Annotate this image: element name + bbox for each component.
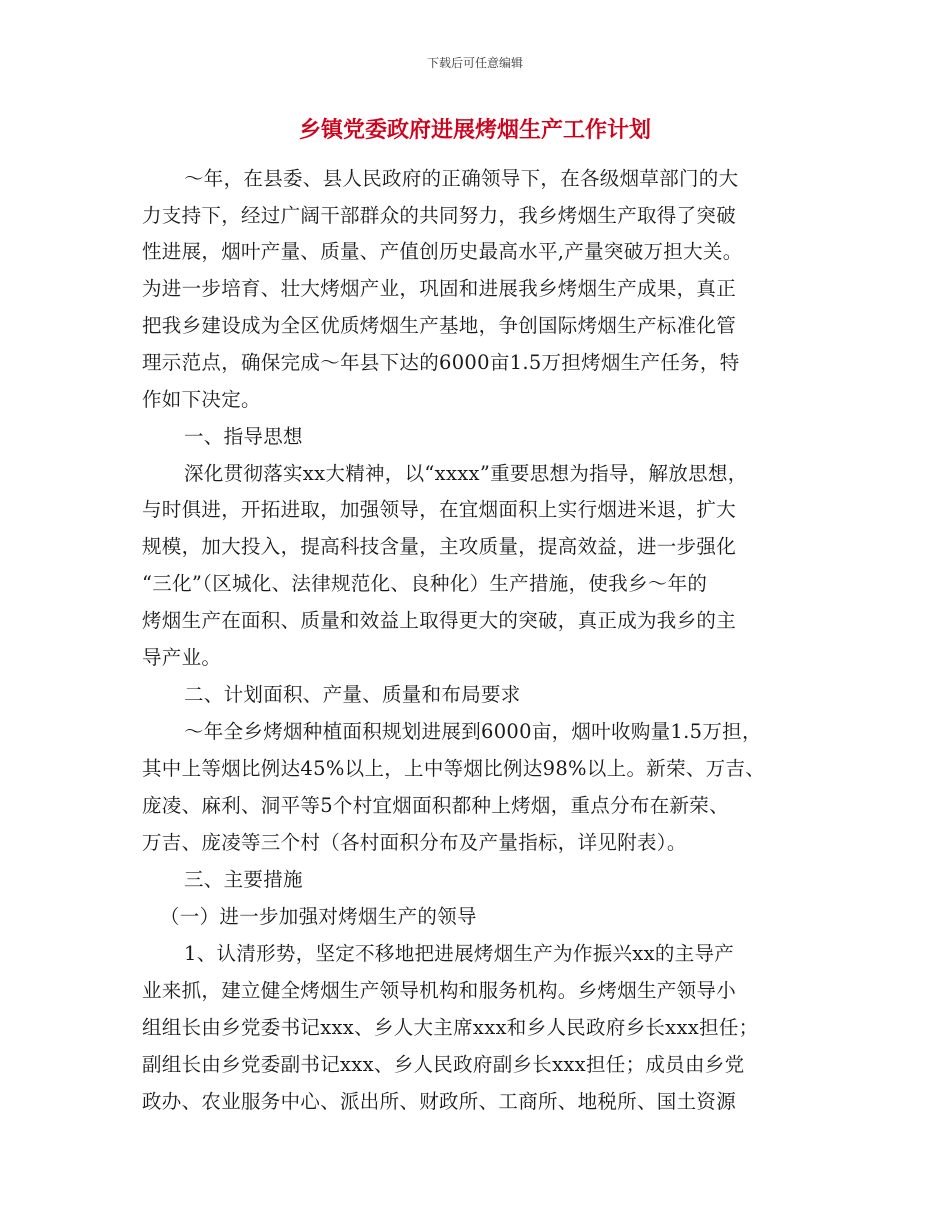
body-line: 理示范点，确保完成～年县下达的6000亩1.5万担烤烟生产任务，特	[142, 351, 740, 374]
subsection-heading: （一）进一步加强对烤烟生产的领导	[160, 905, 477, 928]
body-line: 深化贯彻落实xx大精神，以“xxxx”重要思想为指导，解放思想，	[184, 462, 748, 485]
body-line: 规模，加大投入，提高科技含量，主攻质量，提高效益，进一步强化	[142, 535, 737, 558]
body-line: 作如下决定。	[142, 388, 261, 411]
document-title: 乡镇党委政府进展烤烟生产工作计划	[298, 118, 651, 143]
section-heading: 一、指导思想	[184, 425, 303, 448]
section-heading: 三、主要措施	[184, 868, 303, 891]
body-line: 副组长由乡党委副书记xxx、乡人民政府副乡长xxx担任；成员由乡党	[142, 1053, 745, 1076]
body-line: “三化”（区城化、法律规范化、良种化）生产措施，使我乡～年的	[142, 572, 708, 595]
body-line: 政办、农业服务中心、派出所、财政所、工商所、地税所、国土资源	[142, 1090, 737, 1113]
body-line: 为进一步培育、壮大烤烟产业，巩固和进展我乡烤烟生产成果，真正	[142, 277, 737, 300]
body-line: 烤烟生产在面积、质量和效益上取得更大的突破，真正成为我乡的主	[142, 609, 737, 632]
body-line: 与时俱进，开拓进取，加强领导，在宜烟面积上实行烟进米退，扩大	[142, 498, 737, 521]
body-line: 把我乡建设成为全区优质烤烟生产基地，争创国际烤烟生产标准化管	[142, 314, 737, 337]
body-line: 1、认清形势，坚定不移地把进展烤烟生产为作振兴xx的主导产	[184, 942, 735, 965]
body-line: ～年全乡烤烟种植面积规划进展到6000亩，烟叶收购量1.5万担，	[184, 720, 762, 743]
body-line: 万吉、庞凌等三个村（各村面积分布及产量指标，详见附表）。	[142, 831, 687, 854]
body-line: 组组长由乡党委书记xxx、乡人大主席xxx和乡人民政府乡长xxx担任；	[142, 1016, 759, 1039]
body-line: 导产业。	[142, 646, 222, 669]
body-line: 其中上等烟比例达45%以上，上中等烟比例达98%以上。新荣、万吉、	[142, 757, 766, 780]
body-line: 性进展，烟叶产量、质量、产值创历史最高水平,产量突破万担大关。	[142, 240, 743, 263]
section-heading: 二、计划面积、产量、质量和布局要求	[184, 683, 521, 706]
body-line: 业来抓，建立健全烤烟生产领导机构和服务机构。乡烤烟生产领导小	[142, 979, 737, 1002]
header-note: 下载后可任意编辑	[426, 56, 523, 70]
body-line: ～年，在县委、县人民政府的正确领导下，在各级烟草部门的大	[184, 167, 739, 190]
body-line: 力支持下，经过广阔干部群众的共同努力，我乡烤烟生产取得了突破	[142, 204, 737, 227]
body-line: 庞凌、麻利、洞平等5个村宜烟面积都种上烤烟，重点分布在新荣、	[142, 794, 729, 817]
